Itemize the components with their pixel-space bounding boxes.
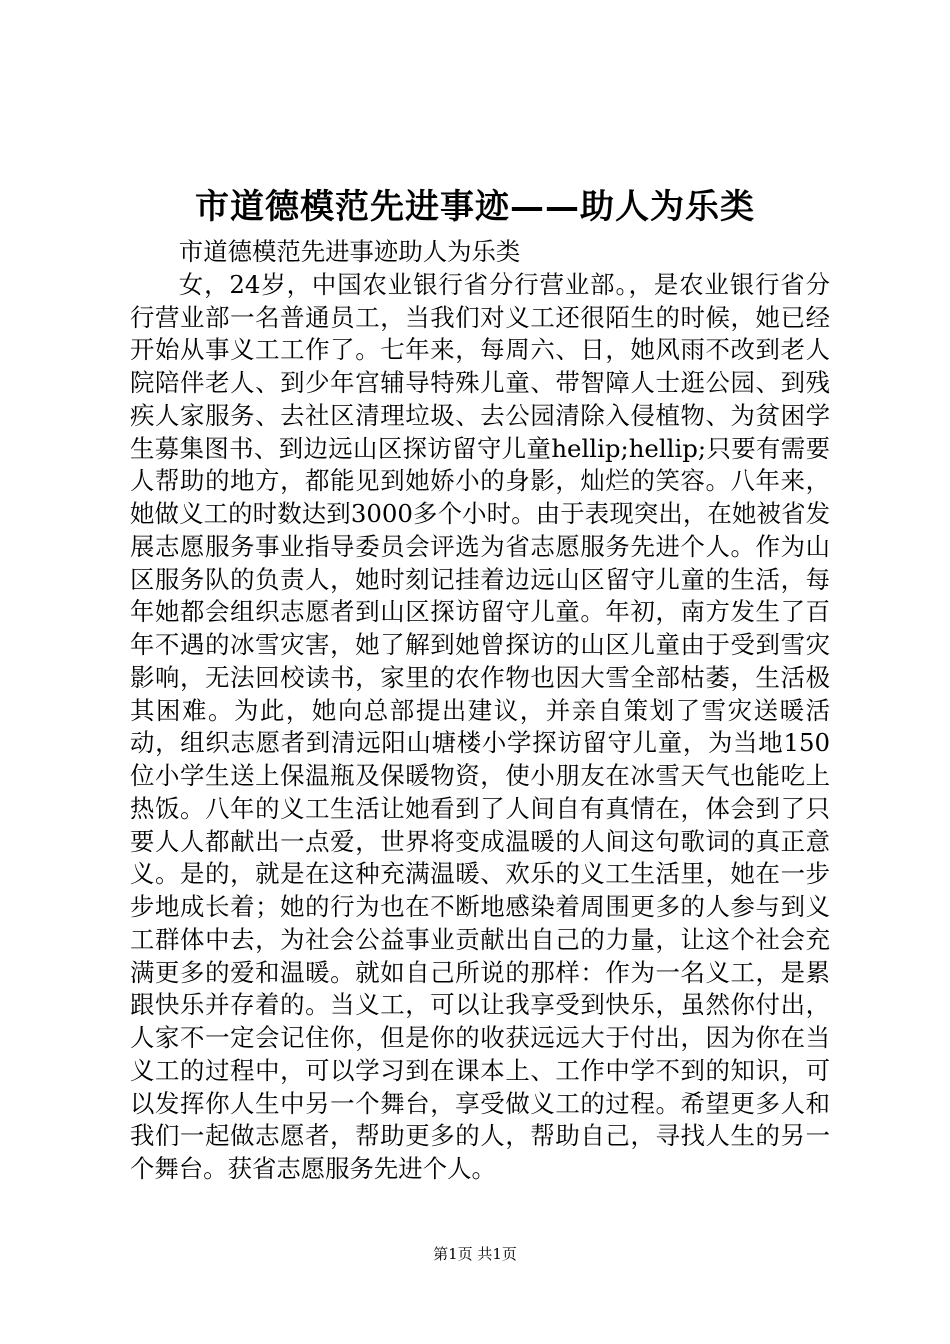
body-paragraph: 女，24岁，中国农业银行省分行营业部。，是农业银行省分行营业部一名普通员工，当我们对义工还很陌生的时候，她已经开始从事义工工作了。七年来，每周六、日，她风雨不改到老人院陪伴老人、到少年宫辅导特殊儿童、带智障人士逛公园、到残疾人家服务、去社区清理垃圾、去公园清除入侵植物、为贫困学生募集图书、到边远山区探访留守儿童hellip;hellip;只要有需要人帮助的地方，都能见到她娇小的身影，灿烂的笑容。八年来，她做义工的时数达到3000多个小时。由于表现突出，在她被省发展志愿服务事业指导委员会评选为省志愿服务先进个人。作为山区服务队的负责人，她时刻记挂着边远山区留守儿童的生活，每年她都会组织志愿者到山区探访留守儿童。年初，南方发生了百年不遇的冰雪灾害，她了解到她曾探访的山区儿童由于受到雪灾影响，无法回校读书，家里的农作物也因大雪全部枯萎，生活极其困难。为此，她向总部提出建议，并亲自策划了雪灾送暖活动，组织志愿者到清远阳山塘楼小学探访留守儿童，为当地150位小学生送上保温瓶及保暖物资，使小朋友在冰雪天气也能吃上热饭。八年的义工生活让她看到了人间自有真情在，体会到了只要人人都献出一点爱，世界将变成温暖的人间这句歌词的真正意义。是的，就是在这种充满温暖、欢乐的义工生活里，她在一步步地成长着；她的行为也在不断地感染着周围更多的人参与到义工群体中去，为社会公益事业贡献出自己的力量，让这个社会充满更多的爱和温暖。就如自己所说的那样：作为一名义工，是累跟快乐并存着的。当义工，可以让我享受到快乐，虽然你付出，人家不一定会记住你，但是你的收获远远大于付出，因为你在当义工的过程中，可以学习到在课本上、工作中学不到的知识，可以发挥你人生中另一个舞台，享受做义工的过程。希望更多人和我们一起做志愿者，帮助更多的人，帮助自己，寻找人生的另一个舞台。获省志愿服务先进个人。 [130, 269, 830, 1183]
subtitle-paragraph: 市道德模范先进事迹助人为乐类 [178, 237, 521, 266]
page-footer: 第1页 共1页 [433, 1245, 517, 1263]
document-title: 市道德模范先进事迹——助人为乐类 [195, 187, 755, 227]
document-body [130, 236, 830, 1186]
